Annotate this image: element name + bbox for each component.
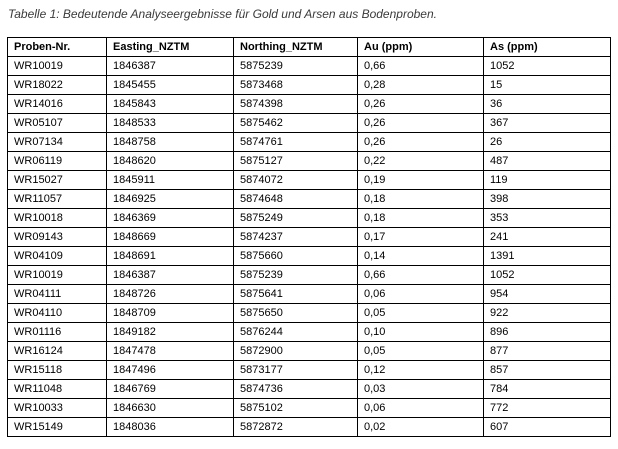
table-row	[8, 418, 611, 437]
cell-northing: 5875462	[234, 114, 358, 133]
table-body	[8, 57, 611, 437]
cell-northing: 5872872	[234, 418, 358, 437]
cell-northing: 5875239	[234, 266, 358, 285]
cell-easting: 1845455	[107, 76, 234, 95]
cell-gold: 0,18	[358, 209, 484, 228]
cell-northing: 5872900	[234, 342, 358, 361]
cell-arsenic: 353	[484, 209, 611, 228]
cell-sample-id: WR10018	[8, 209, 107, 228]
cell-easting: 1848758	[107, 133, 234, 152]
cell-sample-id: WR18022	[8, 76, 107, 95]
cell-easting: 1848533	[107, 114, 234, 133]
cell-gold: 0,18	[358, 190, 484, 209]
cell-easting: 1846387	[107, 266, 234, 285]
table-row	[8, 209, 611, 228]
cell-sample-id: WR05107	[8, 114, 107, 133]
cell-easting: 1847496	[107, 361, 234, 380]
cell-easting: 1846630	[107, 399, 234, 418]
cell-sample-id: WR10033	[8, 399, 107, 418]
table-row	[8, 228, 611, 247]
table-row	[8, 133, 611, 152]
cell-sample-id: WR09143	[8, 228, 107, 247]
cell-arsenic: 398	[484, 190, 611, 209]
cell-arsenic: 487	[484, 152, 611, 171]
cell-arsenic: 1052	[484, 57, 611, 76]
cell-sample-id: WR15027	[8, 171, 107, 190]
header-sample-id: Proben-Nr.	[8, 38, 107, 57]
cell-northing: 5874072	[234, 171, 358, 190]
cell-gold: 0,19	[358, 171, 484, 190]
cell-gold: 0,26	[358, 133, 484, 152]
cell-gold: 0,12	[358, 361, 484, 380]
cell-gold: 0,28	[358, 76, 484, 95]
cell-sample-id: WR16124	[8, 342, 107, 361]
cell-northing: 5875239	[234, 57, 358, 76]
cell-gold: 0,06	[358, 399, 484, 418]
cell-easting: 1845911	[107, 171, 234, 190]
cell-easting: 1848726	[107, 285, 234, 304]
cell-northing: 5873177	[234, 361, 358, 380]
cell-sample-id: WR11057	[8, 190, 107, 209]
cell-sample-id: WR14016	[8, 95, 107, 114]
cell-gold: 0,14	[358, 247, 484, 266]
header-arsenic: As (ppm)	[484, 38, 611, 57]
header-northing: Northing_NZTM	[234, 38, 358, 57]
cell-gold: 0,05	[358, 342, 484, 361]
cell-sample-id: WR01116	[8, 323, 107, 342]
cell-gold: 0,03	[358, 380, 484, 399]
cell-gold: 0,06	[358, 285, 484, 304]
table-row	[8, 190, 611, 209]
cell-arsenic: 367	[484, 114, 611, 133]
cell-easting: 1845843	[107, 95, 234, 114]
cell-easting: 1846769	[107, 380, 234, 399]
cell-easting: 1848691	[107, 247, 234, 266]
table-row	[8, 114, 611, 133]
cell-sample-id: WR11048	[8, 380, 107, 399]
table-row	[8, 399, 611, 418]
cell-arsenic: 784	[484, 380, 611, 399]
cell-northing: 5875650	[234, 304, 358, 323]
cell-northing: 5876244	[234, 323, 358, 342]
table-caption: Tabelle 1: Bedeutende Analyseergebnisse für Gold und Arsen aus Bodenproben.	[8, 7, 437, 21]
table-row	[8, 95, 611, 114]
cell-easting: 1848620	[107, 152, 234, 171]
cell-northing: 5874398	[234, 95, 358, 114]
cell-northing: 5873468	[234, 76, 358, 95]
cell-sample-id: WR10019	[8, 266, 107, 285]
cell-arsenic: 241	[484, 228, 611, 247]
table-row	[8, 304, 611, 323]
cell-easting: 1848709	[107, 304, 234, 323]
cell-northing: 5874761	[234, 133, 358, 152]
cell-northing: 5874736	[234, 380, 358, 399]
cell-sample-id: WR07134	[8, 133, 107, 152]
table-row	[8, 57, 611, 76]
cell-northing: 5875660	[234, 247, 358, 266]
cell-arsenic: 922	[484, 304, 611, 323]
cell-gold: 0,05	[358, 304, 484, 323]
cell-easting: 1846925	[107, 190, 234, 209]
cell-gold: 0,66	[358, 266, 484, 285]
table-row	[8, 380, 611, 399]
cell-arsenic: 954	[484, 285, 611, 304]
results-table	[7, 37, 611, 437]
cell-northing: 5875641	[234, 285, 358, 304]
cell-easting: 1846369	[107, 209, 234, 228]
cell-gold: 0,66	[358, 57, 484, 76]
cell-northing: 5875249	[234, 209, 358, 228]
cell-sample-id: WR06119	[8, 152, 107, 171]
cell-easting: 1846387	[107, 57, 234, 76]
cell-sample-id: WR04110	[8, 304, 107, 323]
cell-easting: 1848669	[107, 228, 234, 247]
cell-gold: 0,02	[358, 418, 484, 437]
cell-easting: 1847478	[107, 342, 234, 361]
cell-arsenic: 1052	[484, 266, 611, 285]
cell-northing: 5874648	[234, 190, 358, 209]
cell-arsenic: 896	[484, 323, 611, 342]
cell-sample-id: WR04109	[8, 247, 107, 266]
cell-arsenic: 15	[484, 76, 611, 95]
cell-gold: 0,22	[358, 152, 484, 171]
cell-arsenic: 1391	[484, 247, 611, 266]
cell-easting: 1849182	[107, 323, 234, 342]
cell-arsenic: 119	[484, 171, 611, 190]
cell-northing: 5875127	[234, 152, 358, 171]
table-row	[8, 247, 611, 266]
table-row	[8, 285, 611, 304]
cell-arsenic: 26	[484, 133, 611, 152]
cell-easting: 1848036	[107, 418, 234, 437]
cell-gold: 0,17	[358, 228, 484, 247]
cell-arsenic: 36	[484, 95, 611, 114]
cell-sample-id: WR15149	[8, 418, 107, 437]
cell-sample-id: WR15118	[8, 361, 107, 380]
table-row	[8, 361, 611, 380]
table-row	[8, 76, 611, 95]
table-row	[8, 342, 611, 361]
cell-gold: 0,26	[358, 114, 484, 133]
table-row	[8, 266, 611, 285]
cell-arsenic: 877	[484, 342, 611, 361]
cell-arsenic: 772	[484, 399, 611, 418]
cell-gold: 0,10	[358, 323, 484, 342]
cell-gold: 0,26	[358, 95, 484, 114]
header-easting: Easting_NZTM	[107, 38, 234, 57]
cell-sample-id: WR04111	[8, 285, 107, 304]
table-row	[8, 323, 611, 342]
table-row	[8, 152, 611, 171]
table-header-row	[8, 38, 611, 57]
cell-arsenic: 857	[484, 361, 611, 380]
cell-northing: 5874237	[234, 228, 358, 247]
cell-arsenic: 607	[484, 418, 611, 437]
cell-sample-id: WR10019	[8, 57, 107, 76]
table-row	[8, 171, 611, 190]
header-gold: Au (ppm)	[358, 38, 484, 57]
cell-northing: 5875102	[234, 399, 358, 418]
